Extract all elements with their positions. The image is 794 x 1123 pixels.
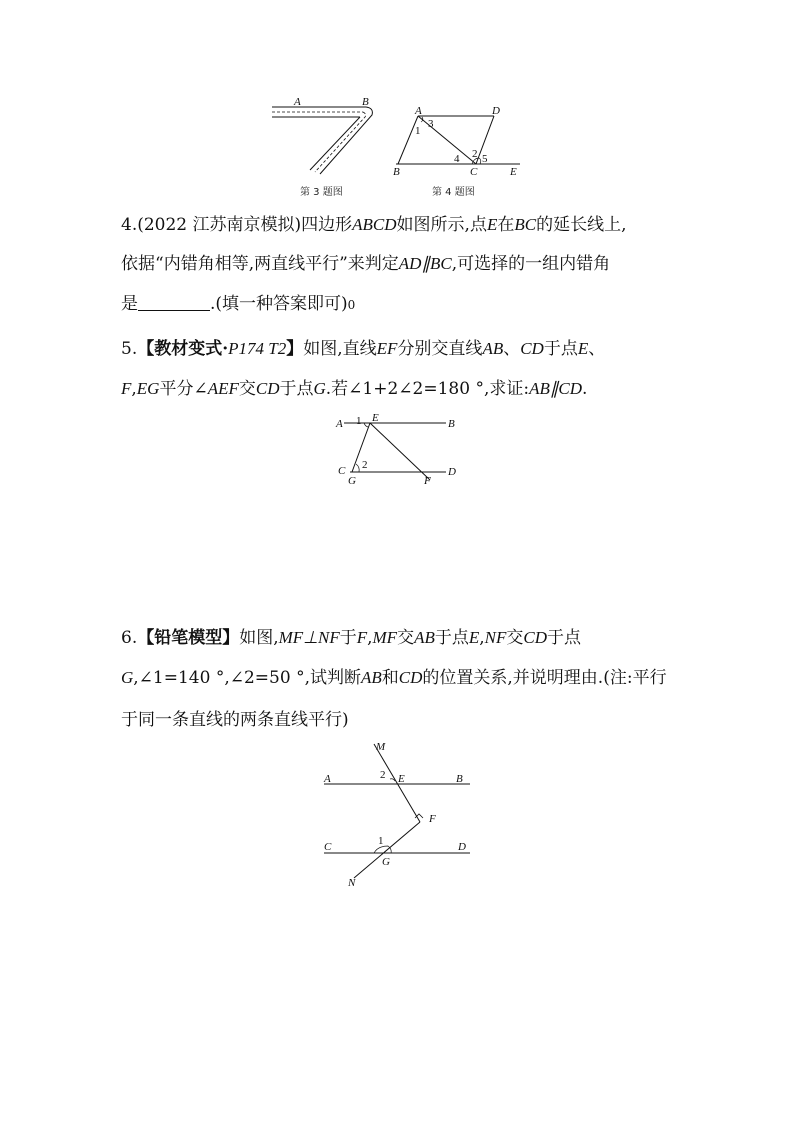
fig6-label-a: A	[324, 773, 331, 785]
fig4-angle-2: 2	[472, 148, 478, 160]
fig4-angle-5: 5	[482, 153, 488, 165]
fig4-label-e: E	[510, 166, 517, 178]
fig4-label-b: B	[393, 166, 400, 178]
fig5-label-g: G	[348, 475, 356, 487]
fig4-label-a: A	[415, 105, 422, 117]
q6-line-3: 于同一条直线的两条直线平行)	[121, 710, 349, 730]
fig6-label-e: E	[398, 773, 405, 785]
q5-tag: 【教材变式·	[137, 339, 229, 359]
fig3-label-b: B	[362, 96, 369, 108]
answer-blank	[138, 294, 210, 311]
q5-line-2: F,EG平分∠AEF交CD于点G.若∠1+2∠2=180 °,求证:AB∥CD.	[121, 379, 588, 399]
fig5-label-f: F	[424, 475, 431, 487]
fig5-label-e: E	[372, 412, 379, 424]
fig5-angle-2: 2	[362, 459, 368, 471]
fig4-angle-3: 3	[428, 118, 434, 130]
fig3-caption: 第 3 题图	[300, 187, 343, 198]
fig6-label-c: C	[324, 841, 332, 853]
fig4-caption: 第 4 题图	[432, 187, 475, 198]
fig3-label-a: A	[294, 96, 301, 108]
q5-line-1: 5.【教材变式·P174 T2】如图,直线EF分别交直线AB、CD于点E、	[121, 339, 606, 359]
q6-tag: 【铅笔模型】	[137, 628, 240, 648]
fig5-label-c: C	[338, 465, 346, 477]
fig5-label-b: B	[448, 418, 455, 430]
fig4-label-c: C	[470, 166, 478, 178]
fig6-angle-1: 1	[378, 835, 384, 847]
fig4-label-d: D	[492, 105, 500, 117]
figure-5	[330, 412, 464, 488]
fig6-label-m: M	[376, 741, 386, 753]
fig5-label-d: D	[448, 466, 456, 478]
fig6-angle-2: 2	[380, 769, 386, 781]
q6-line-1: 6.【铅笔模型】如图,MF⊥NF于F,MF交AB于点E,NF交CD于点	[121, 628, 581, 648]
fig4-angle-4: 4	[454, 153, 460, 165]
fig6-label-d: D	[458, 841, 466, 853]
q4-line-3: 是 .(填一种答案即可)0	[121, 294, 356, 314]
q4-line-1: 4.(2022 江苏南京模拟)四边形ABCD如图所示,点E在BC的延长线上,	[121, 215, 627, 235]
q6-line-2: G,∠1=140 °,∠2=50 °,试判断AB和CD的位置关系,并说明理由.(注:平行	[121, 668, 667, 688]
figure-3	[268, 96, 380, 178]
fig6-label-n: N	[348, 877, 356, 889]
q4-line-2: 依据“内错角相等,两直线平行”来判定AD∥BC,可选择的一组内错角	[121, 254, 611, 274]
figure-4	[388, 100, 528, 180]
fig6-label-f: F	[429, 813, 436, 825]
fig5-label-a: A	[336, 418, 343, 430]
fig4-angle-1: 1	[415, 125, 421, 137]
fig5-angle-1: 1	[356, 415, 362, 427]
fig6-label-b: B	[456, 773, 463, 785]
figure-6	[316, 738, 476, 890]
fig6-label-g: G	[382, 856, 390, 868]
